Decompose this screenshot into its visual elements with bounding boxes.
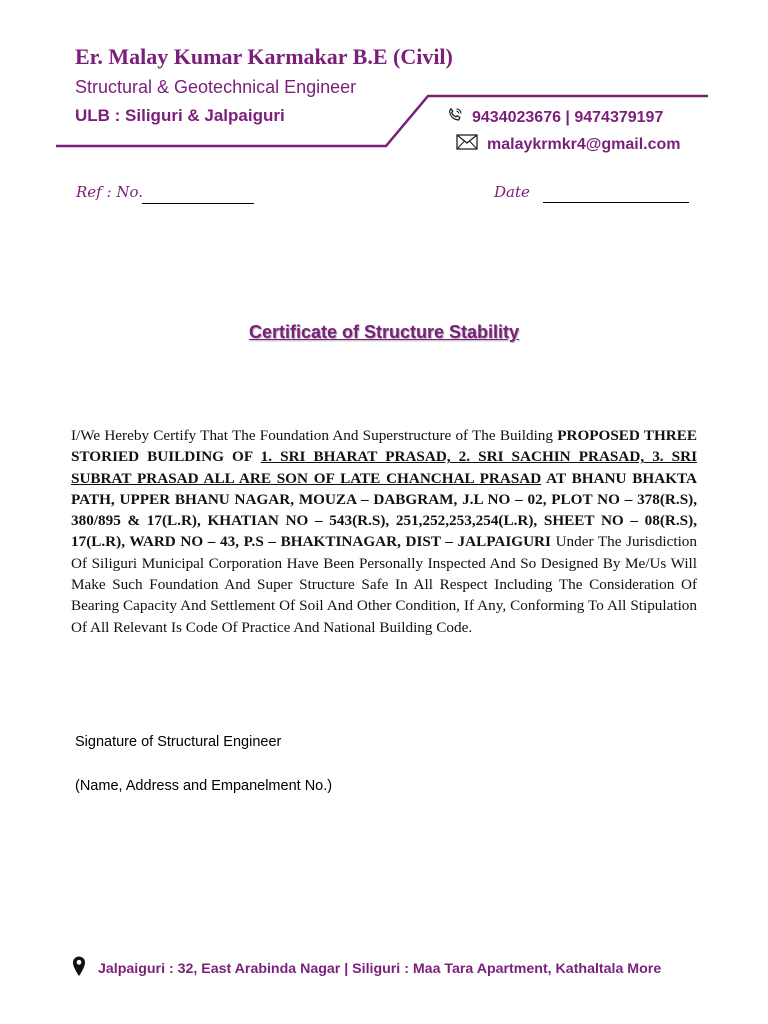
contact-email [456,134,680,155]
date-field [543,202,689,203]
certificate-title: Certificate of Structure Stability [248,322,520,342]
body-intro: I/We Hereby Certify That The Foundation And Superstructure of The Building [71,427,558,444]
contact-phone [446,106,663,129]
body-owners: 1. SRI BHARAT PRASAD, 2. SRI SACHIN PRASAD, 3. SRI SUBRAT PRASAD ALL ARE SON OF LATE CHANCHAL PRASAD [71,448,697,487]
engineer-name: Er. Malay Kumar Karmakar B.E (Civil) [75,44,453,69]
body-statement: Under The Jurisdiction Of Siliguri Municipal Corporation Have Been Personally Inspected And So Designed By Me/Us Will Make Such Foundation And Super Structure Safe In All Respect Including The Consideration Of Bearing Capacity And Settlement Of Soil And Other Condition, If Any, Conforming To All Stipulation Of All Relevant Is Code Of Practice And National Building Code. [71,533,697,636]
body-building: PROPOSED THREE STORIED BUILDING OF [71,427,697,466]
signature-details: (Name, Address and Empanelment No.) [75,778,333,794]
email-address: malaykrmkr4@gmail.com [487,135,681,153]
phone-numbers: 9434023676 | 9474379197 [472,108,664,126]
location-pin-icon [72,955,86,982]
date-label: Date [494,183,530,201]
ref-no-label: Ref : No. [76,183,143,201]
signature-label: Signature of Structural Engineer [75,734,282,750]
engineer-designation: Structural & Geotechnical Engineer [75,77,357,97]
footer-address: Jalpaiguri : 32, East Arabinda Nagar | Siliguri : Maa Tara Apartment, Kathaltala More [98,960,662,977]
body-location: AT BHANU BHAKTA PATH, UPPER BHANU NAGAR, MOUZA – DABGRAM, J.L NO – 02, PLOT NO – 378(R.S), 380/895 & 17(L.R), KHATIAN NO – 543(R.S), 251,252,253,254(L.R), SHEET NO – 08(R.S), 17(L.R), WARD NO – 43, P.S – BHAKTINAGAR, DIST – JALPAIGURI [71,469,697,551]
mail-icon [456,134,478,155]
certificate-body [71,425,697,638]
phone-icon [446,106,464,129]
footer-address-bar [72,955,661,982]
ref-no-field [142,203,254,204]
engineer-ulb: ULB : Siliguri & Jalpaiguri [75,106,285,125]
